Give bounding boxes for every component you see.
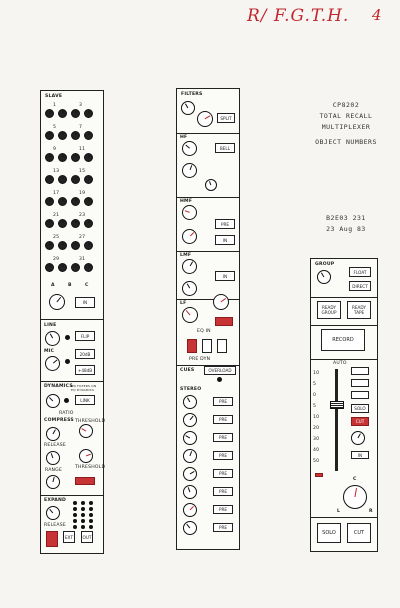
small-solo-button[interactable]: SOLO [351,404,369,413]
dynamics-section [41,381,103,382]
cue-pre-button[interactable]: PRE [213,523,233,532]
split-button[interactable]: SPLIT [217,113,235,123]
hmf-freq-knob[interactable] [182,229,197,244]
pad-button[interactable]: 20dB [75,349,95,359]
solo-button[interactable]: SOLO [317,523,341,543]
range-knob[interactable] [46,451,60,465]
hpf-knob[interactable] [181,101,195,115]
direct-button[interactable]: DIRECT [349,281,371,291]
bus-assign-switch[interactable] [84,175,93,184]
bus-assign-switch[interactable] [58,263,67,272]
pan-c-label: C [353,477,357,482]
bell-button[interactable]: BELL [215,143,235,153]
bus-assign-switch[interactable] [58,131,67,140]
fader-scale-label: 50 [313,459,320,464]
bus-label-b: B [68,283,72,288]
exp-threshold-label: THRESHOLD [75,465,106,470]
ready-group-button[interactable]: READY GROUP [317,301,341,319]
expand-led [89,501,93,505]
line-section [41,319,103,320]
hf-gain-knob[interactable] [182,141,197,156]
ref-date: 23 Aug 83 [326,225,366,233]
cue-send-knob[interactable] [183,431,197,445]
expand-led [81,519,85,523]
hf-section [177,133,239,134]
fader-scale-label: 10 [313,371,320,376]
bus-assign-switch[interactable] [45,175,54,184]
bus-number-label: 25 [53,235,60,240]
info-line-4: OBJECT NUMBERS [315,138,377,146]
bus-assign-switch[interactable] [71,241,80,250]
gate-release-label: RELEASE [44,523,66,528]
hf-label: HF [180,135,188,140]
fader-scale-label: 0 [313,393,317,398]
hf-q-knob[interactable] [205,179,217,191]
bus-number-label: 17 [53,191,60,196]
cue-pre-button[interactable]: PRE [213,451,233,460]
ready-tape-button[interactable]: READY TAPE [347,301,371,319]
bus-assign-switch[interactable] [45,241,54,250]
info-block [296,100,396,148]
fader-aux-knob[interactable] [351,431,365,445]
insert-red-button[interactable] [46,531,58,547]
bus-assign-switch[interactable] [71,197,80,206]
bus-number-label: 21 [53,213,60,218]
compress-threshold-knob[interactable] [79,424,93,438]
expand-led [73,501,77,505]
lmf-gain-knob[interactable] [182,259,197,274]
bus-number-label: 19 [79,191,86,196]
expand-led [81,513,85,517]
bus-assign-switch[interactable] [84,131,93,140]
ratio-label: RATIO [59,411,74,416]
auto-label: AUTO [333,361,347,366]
fader-scale-label: 10 [313,415,320,420]
ready-section [311,297,377,298]
bus-assign-switch[interactable] [71,175,80,184]
slave-pan-in-button[interactable]: IN [75,297,95,308]
fader-scale-label: 20 [313,426,320,431]
bus-number-label: 31 [79,257,86,262]
out-button[interactable]: OUT [81,531,93,543]
fader-scale-label: 30 [313,437,320,442]
lf-label: LF [180,301,187,306]
fader-scale-label: 5 [313,382,317,387]
bus-number-label: 7 [79,125,83,130]
lpf-knob[interactable] [197,111,213,127]
bus-assign-switch[interactable] [45,197,54,206]
record-button[interactable]: RECORD [321,329,365,351]
float-button[interactable]: FLOAT [349,267,371,277]
dynamics-indicator [64,398,69,403]
lf-gain-knob[interactable] [182,307,198,323]
fader-scale-label: 40 [313,448,320,453]
ratio-knob[interactable] [46,394,60,408]
bus-number-label: 5 [53,125,57,130]
eq-bottom-label: PRE DYN [189,357,211,362]
bus-number-label: 23 [79,213,86,218]
expand-led [89,513,93,517]
hmf-section [177,197,239,198]
cue-send-rows [177,395,239,545]
overload-led [217,377,222,382]
cue-send-knob[interactable] [183,503,197,517]
bus-assign-switch[interactable] [58,197,67,206]
bus-number-label: 9 [53,147,57,152]
group-label: GROUP [315,262,335,267]
eq-insert-red[interactable] [187,339,197,353]
bus-number-label: 13 [53,169,60,174]
phantom-button[interactable]: +48dB [75,365,95,375]
record-section [311,325,377,326]
threshold-label: THRESHOLD [75,419,106,424]
bus-assign-grid [45,103,99,279]
handwritten-page-number: 4 [372,6,382,24]
expand-threshold-knob[interactable] [79,449,93,463]
fader-btn-1[interactable] [351,367,369,375]
bus-number-label: 11 [79,147,86,152]
fader-small-in[interactable]: IN [351,451,369,459]
strip-fader [310,258,378,552]
bus-assign-switch[interactable] [71,263,80,272]
slave-pan-knob[interactable] [49,294,65,310]
expand-release-knob[interactable] [46,506,60,520]
pan-r-label: R [369,509,373,514]
mic-gain-knob[interactable] [45,356,60,371]
fader-track [335,369,338,471]
lmf-label: LMF [180,253,192,258]
bus-assign-switch[interactable] [84,241,93,250]
cue-pre-button[interactable]: PRE [213,505,233,514]
info-line-3: MULTIPLEXER [321,123,371,131]
dynamics-label: DYNAMICS [44,384,73,389]
bus-label-a: A [51,283,55,288]
eq-btn-2[interactable] [202,339,212,353]
bus-assign-switch[interactable] [45,263,54,272]
ref-number: B2E03 231 [326,214,366,222]
expand-section [41,495,103,496]
cues-label: CUES [180,368,195,373]
bus-assign-switch[interactable] [71,109,80,118]
strip-slave [40,90,104,554]
cue-send-knob[interactable] [183,485,197,499]
bus-assign-switch[interactable] [84,197,93,206]
bus-label-c: C [85,283,89,288]
line-indicator [65,335,70,340]
bus-assign-switch[interactable] [45,131,54,140]
info-line-2: TOTAL RECALL [319,112,373,120]
lmf-in-button[interactable]: IN [215,271,235,281]
bus-assign-switch[interactable] [84,153,93,162]
compress-label: COMPRESS [44,418,74,423]
cue-send-knob[interactable] [183,413,197,427]
eq-in-label: EQ IN [197,329,211,334]
bus-assign-switch[interactable] [84,109,93,118]
overload-indicator: OVERLOAD [204,366,236,375]
eq-btn-3[interactable] [217,339,227,353]
fader-btn-2[interactable] [351,379,369,387]
fader-section [311,359,377,360]
range-label: RANGE [45,468,63,473]
hmf-in-button[interactable]: IN [215,235,235,245]
fader-scale-label: 5 [313,404,317,409]
filters-label: FILTERS [181,92,203,97]
cue-send-knob[interactable] [183,521,197,535]
bus-assign-switch[interactable] [45,153,54,162]
cue-send-knob[interactable] [183,449,197,463]
release-knob[interactable] [46,427,60,441]
ext-button[interactable]: EXT [63,531,75,543]
cue-pre-button[interactable]: PRE [213,487,233,496]
cue-pre-button[interactable]: PRE [213,415,233,424]
ref-block [300,213,392,235]
bus-assign-switch[interactable] [58,109,67,118]
cue-pre-button[interactable]: PRE [213,433,233,442]
hmf-pre-button[interactable]: PRE [215,219,235,229]
bus-assign-switch[interactable] [71,131,80,140]
solo-cut-section [311,517,377,518]
bus-assign-switch[interactable] [58,219,67,228]
flip-button[interactable]: FLIP [75,331,95,341]
expand-led [89,507,93,511]
handwritten-reference: R/ F.G.T.H. [247,6,350,26]
fader-mark-red [315,473,323,477]
expand-led [73,519,77,523]
hf-freq-knob[interactable] [182,163,197,178]
expand-led [89,519,93,523]
hmf-label: HMF [180,199,193,204]
bus-assign-switch[interactable] [58,153,67,162]
bus-assign-switch[interactable] [45,219,54,228]
lf-freq-knob[interactable] [213,294,229,310]
bus-assign-switch[interactable] [45,109,54,118]
bus-assign-switch[interactable] [84,263,93,272]
bus-assign-switch[interactable] [58,241,67,250]
small-cut-button[interactable]: CUT [351,417,369,426]
expand-led [89,525,93,529]
fader-btn-3[interactable] [351,391,369,399]
expand-label: EXPAND [44,498,67,503]
expand-led [73,525,77,529]
cue-pre-button[interactable]: PRE [213,397,233,406]
bus-assign-switch[interactable] [71,153,80,162]
lmf-freq-knob[interactable] [182,281,197,296]
mic-indicator [65,359,70,364]
bus-assign-switch[interactable] [58,175,67,184]
gate-knob[interactable] [46,475,60,489]
expand-led [73,513,77,517]
expand-meter-dots [73,501,99,533]
group-knob[interactable] [317,270,331,284]
bus-number-label: 3 [79,103,83,108]
lf-red-button[interactable] [215,317,233,326]
expand-led [81,525,85,529]
line-gain-knob[interactable] [45,331,60,346]
cue-send-knob[interactable] [183,395,197,409]
expand-led [81,507,85,511]
fader-knob[interactable] [330,401,344,409]
stereo-label: STEREO [180,387,202,392]
fader-scale [313,371,327,471]
expand-led [81,501,85,505]
bus-number-label: 27 [79,235,86,240]
expand-led [73,507,77,511]
bus-assign-switch[interactable] [84,219,93,228]
strip-eq [176,88,240,550]
line-label: LINE [44,323,57,328]
lf-section [177,299,239,300]
gate-red-button[interactable] [75,477,95,485]
bus-number-label: 15 [79,169,86,174]
mic-label: MIC [44,349,55,354]
dynamics-note: ON FILTERS ON EQ DYNAMICS [71,384,97,392]
pan-l-label: L [337,509,341,514]
lmf-section [177,251,239,252]
link-button[interactable]: LINK [75,395,95,405]
cue-pre-button[interactable]: PRE [213,469,233,478]
bus-assign-switch[interactable] [71,219,80,228]
strip-slave-title: SLAVE [45,94,63,99]
pan-knob[interactable] [343,485,367,509]
hmf-gain-knob[interactable] [182,205,197,220]
cue-send-knob[interactable] [183,467,197,481]
release-label: RELEASE [44,443,66,448]
cut-button[interactable]: CUT [347,523,371,543]
bus-number-label: 29 [53,257,60,262]
info-line-1: CP8202 [332,101,360,109]
bus-number-label: 1 [53,103,57,108]
